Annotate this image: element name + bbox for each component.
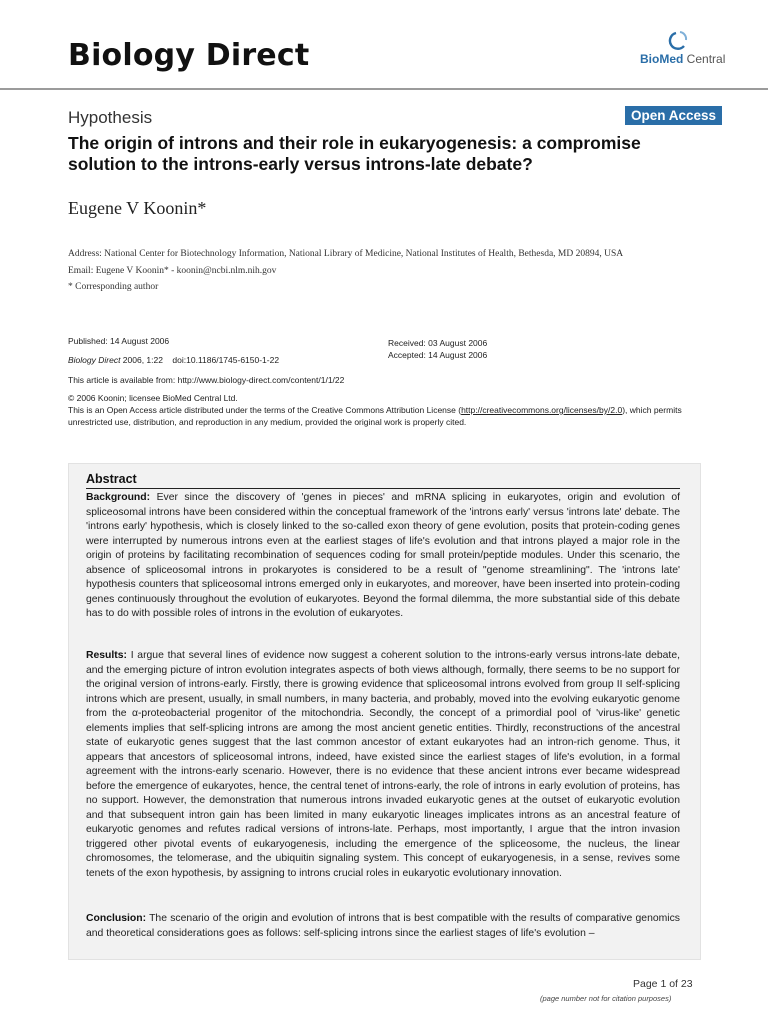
background-label: Background: (86, 492, 151, 503)
author-address: Address: National Center for Biotechnology Information, National Library of Medicine, National Institutes of Health, Bethesda, MD 20894, USA (68, 249, 624, 259)
article-title: The origin of introns and their role in eukaryogenesis: a compromise solution to the introns-early versus introns-late debate? (68, 133, 641, 174)
license-text-post: ), which permits unrestricted use, distribution, and reproduction in any medium, provided the original work is properly cited. (68, 405, 682, 427)
received-date: Received: 03 August 2006 (388, 338, 488, 348)
publisher-name (640, 52, 725, 66)
abstract-divider (86, 488, 680, 489)
abstract-results-paragraph (86, 649, 680, 881)
citation-journal: Biology Direct (68, 355, 121, 365)
article-type: Hypothesis (68, 108, 153, 127)
license-text-pre: This is an Open Access article distributed under the terms of the Creative Commons Attribution License ( (68, 405, 462, 415)
journal-title: Biology Direct (68, 38, 310, 73)
article-url[interactable]: This article is available from: http://www.biology-direct.com/content/1/1/22 (68, 375, 345, 385)
abstract-background-paragraph (86, 491, 680, 622)
copyright-notice: © 2006 Koonin; licensee BioMed Central Ltd. (68, 393, 238, 403)
conclusion-text: The scenario of the origin and evolution of introns that is best compatible with the results of comparative genomics and theoretical considerations goes as follows: self-splicing introns since the earliest stages of life's evolution – (86, 913, 680, 939)
publisher-name-part1: BioMed (640, 52, 684, 66)
abstract-heading: Abstract (86, 472, 137, 486)
citation-details: 2006, 1:22 doi:10.1186/1745-6150-1-22 (120, 355, 280, 365)
license-link[interactable]: http://creativecommons.org/licenses/by/2.0 (461, 405, 623, 415)
author-name[interactable]: Eugene V Koonin* (68, 198, 207, 218)
open-access-badge: Open Access (625, 106, 722, 125)
results-label: Results: (86, 650, 127, 661)
author-email[interactable]: Email: Eugene V Koonin* - koonin@ncbi.nlm.nih.gov (68, 266, 277, 276)
accepted-date: Accepted: 14 August 2006 (388, 350, 488, 360)
page-number: Page 1 of 23 (633, 978, 693, 990)
header-divider (0, 88, 768, 90)
page-number-note: (page number not for citation purposes) (540, 994, 672, 1003)
results-text: I argue that several lines of evidence now suggest a coherent solution to the introns-early versus introns-late debate, and the emerging picture of intron evolution integrates aspects of both views although, formally, there seems to be no support for the original version of introns-early. Firstly, there is growing evidence that spliceosomal introns evolved from group II self-splicing introns which are present, usually, in small numbers, in many bacteria, and probably, moved into the evolving eukaryotic genome from the α-proteobacterial progenitor of the mitochondria. Secondly, the concept of a primordial pool of 'virus-like' genetic elements implies that self-splicing introns are among the most ancient genetic entities. Thirdly, reconstructions of the ancestral state of eukaryotic genes suggest that the last common ancestor of extant eukaryotes had an intron-rich genome. Thus, it appears that ancestors of spliceosomal introns, indeed, have existed since the earliest stages of life's evolution, in a formal agreement with the introns-early scenario. However, there is no evidence that these ancient introns ever became widespread before the emergence of eukaryotes, hence, the central tenet of introns-early, the role of introns in early evolution of proteins, has no support. However, the demonstration that numerous introns invaded eukaryotic genes at the outset of eukaryotic evolution and that subsequent intron gain has been limited in many eukaryotic lineages implicates introns as an ancestral feature of eukaryotic genomes and refutes radical versions of introns-late. Perhaps, most importantly, I argue that the intron invasion triggered other pivotal events of eukaryogenesis, including the emergence of the spliceosome, the nucleus, the linear chromosomes, the telomerase, and the ubiquitin signaling system. This concept of eukaryogenesis, in a sense, revives some tenets of the exon hypothesis, by assigning to introns crucial roles in eukaryotic evolutionary innovation. (86, 650, 680, 879)
conclusion-label: Conclusion: (86, 913, 147, 924)
license-notice (68, 404, 708, 428)
corresponding-author-note: * Corresponding author (68, 282, 159, 292)
publisher-name-part2: Central (683, 52, 726, 66)
abstract-conclusion-paragraph (86, 912, 680, 941)
publisher-logo[interactable] (640, 30, 735, 70)
background-text: Ever since the discovery of 'genes in pieces' and mRNA splicing in eukaryotes, origin and evolution of spliceosomal introns have been considered within the conceptual framework of the 'introns early' versus 'introns late' debate. The 'introns early' hypothesis, which is closely linked to the so-called exon theory of gene evolution, posits that protein-coding genes were interrupted by numerous introns even at the earliest stages of life's evolution and that introns played a major role in the origin of proteins by facilitating recombination of sequences coding for small protein/peptide modules. Under this scenario, the absence of spliceosomal introns in prokaryotes is considered to be a result of "genome streamlining". The 'introns late' hypothesis counters that spliceosomal introns emerged only in eukaryotes, and moreover, have been inserted into protein-coding genes continuously throughout the evolution of eukaryotes. Beyond the formal dilemma, the more substantial side of this debate has to do with possible roles of introns in the evolution of eukaryotes. (86, 492, 680, 619)
published-date: Published: 14 August 2006 (68, 336, 170, 346)
citation (68, 355, 279, 365)
